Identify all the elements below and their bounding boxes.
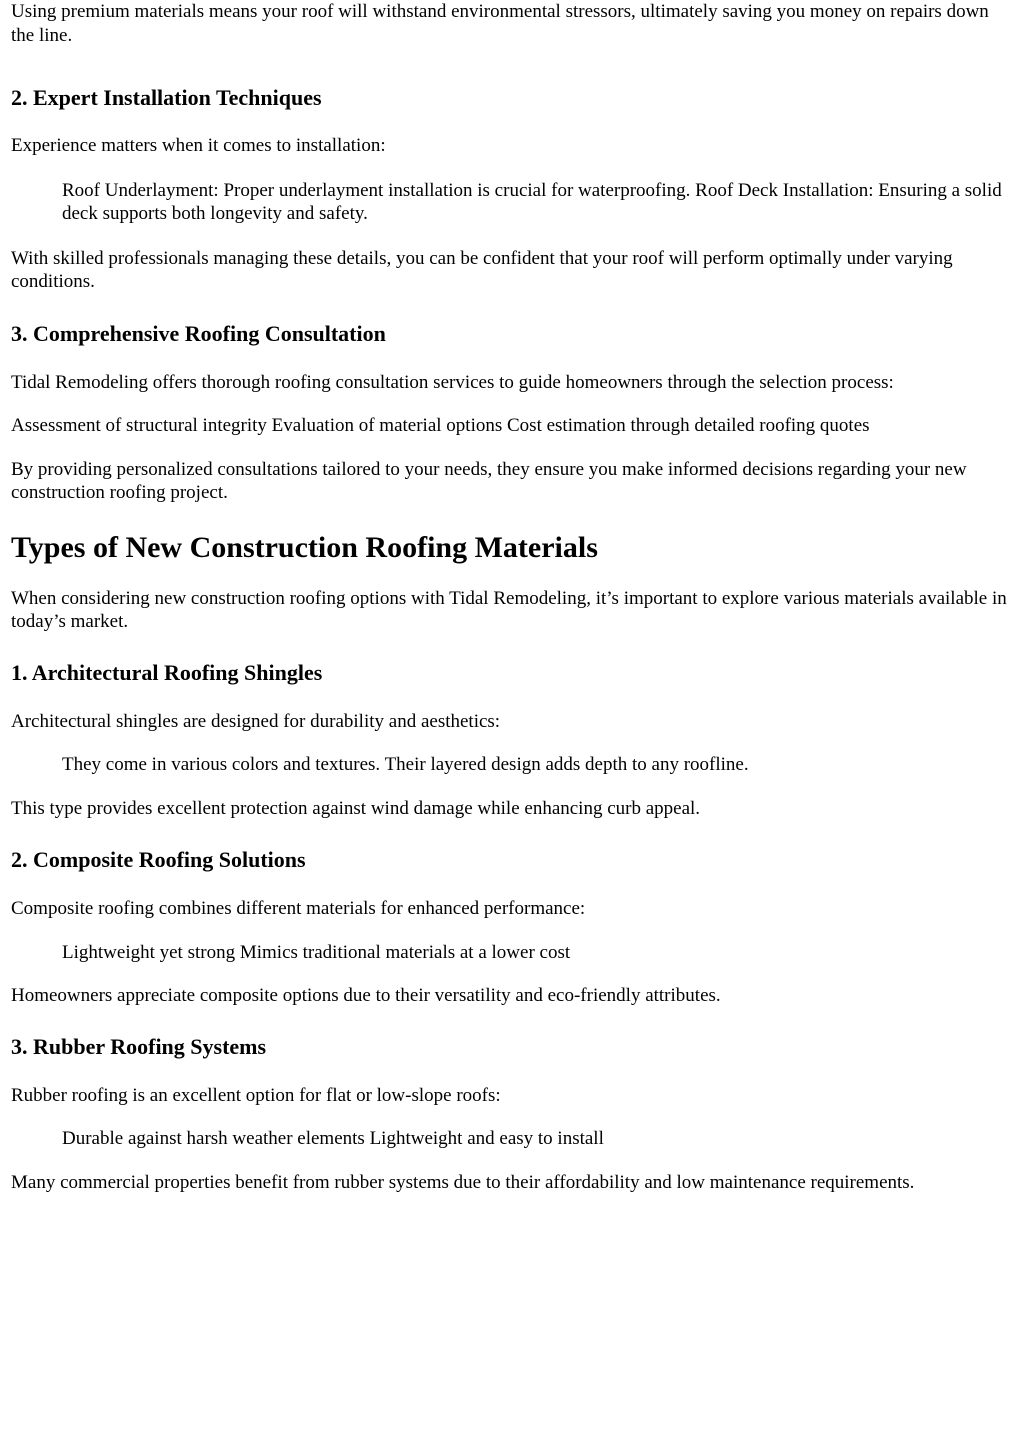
expert-installation-quote: Roof Underlayment: Proper underlayment installation is crucial for waterproofing. Roof Deck Installation: Ensuring a solid deck supports both longevity and safety. [62, 179, 1002, 224]
expert-installation-heading: 2. Expert Installation Techniques [11, 85, 322, 110]
types-intro: When considering new construction roofing options with Tidal Remodeling, it’s important to explore various materials available in today’s market. [11, 587, 1007, 632]
composite-closing: Homeowners appreciate composite options due to their versatility and eco-friendly attributes. [11, 985, 721, 1006]
shingles-closing: This type provides excellent protection against wind damage while enhancing curb appeal. [11, 797, 701, 819]
composite-heading: 2. Composite Roofing Solutions [11, 847, 306, 872]
consultation-lead: Tidal Remodeling offers thorough roofing consultation services to guide homeowners through the selection process: [11, 371, 894, 393]
expert-installation-lead: Experience matters when it comes to installation: [11, 135, 386, 156]
rubber-heading: 3. Rubber Roofing Systems [11, 1033, 267, 1059]
composite-quote: Lightweight yet strong Mimics traditional materials at a lower cost [62, 941, 571, 963]
rubber-quote: Durable against harsh weather elements Lightweight and easy to install [62, 1128, 604, 1149]
types-heading: Types of New Construction Roofing Materials [11, 530, 598, 564]
consultation-closing: By providing personalized consultations tailored to your needs, they ensure you make informed decisions regarding your new construction roofing project. [11, 458, 967, 503]
rubber-closing: Many commercial properties benefit from rubber systems due to their affordability and low maintenance requirements. [11, 1171, 915, 1193]
shingles-quote: They come in various colors and textures. Their layered design adds depth to any roofline. [62, 754, 749, 775]
document-page [11, 0, 1013, 1194]
consultation-list: Assessment of structural integrity Evaluation of material options Cost estimation through detailed roofing quotes [11, 415, 870, 436]
shingles-heading: 1. Architectural Roofing Shingles [11, 659, 323, 685]
expert-installation-closing: With skilled professionals managing these details, you can be confident that your roof will perform optimally under varying conditions. [11, 247, 953, 292]
rubber-lead: Rubber roofing is an excellent option for flat or low-slope roofs: [11, 1084, 501, 1106]
composite-lead: Composite roofing combines different materials for enhanced performance: [11, 898, 586, 919]
shingles-lead: Architectural shingles are designed for durability and aesthetics: [11, 710, 501, 732]
intro-paragraph: Using premium materials means your roof will withstand environmental stressors, ultimately saving you money on repairs down the line. [11, 1, 989, 46]
consultation-heading: 3. Comprehensive Roofing Consultation [11, 320, 386, 346]
